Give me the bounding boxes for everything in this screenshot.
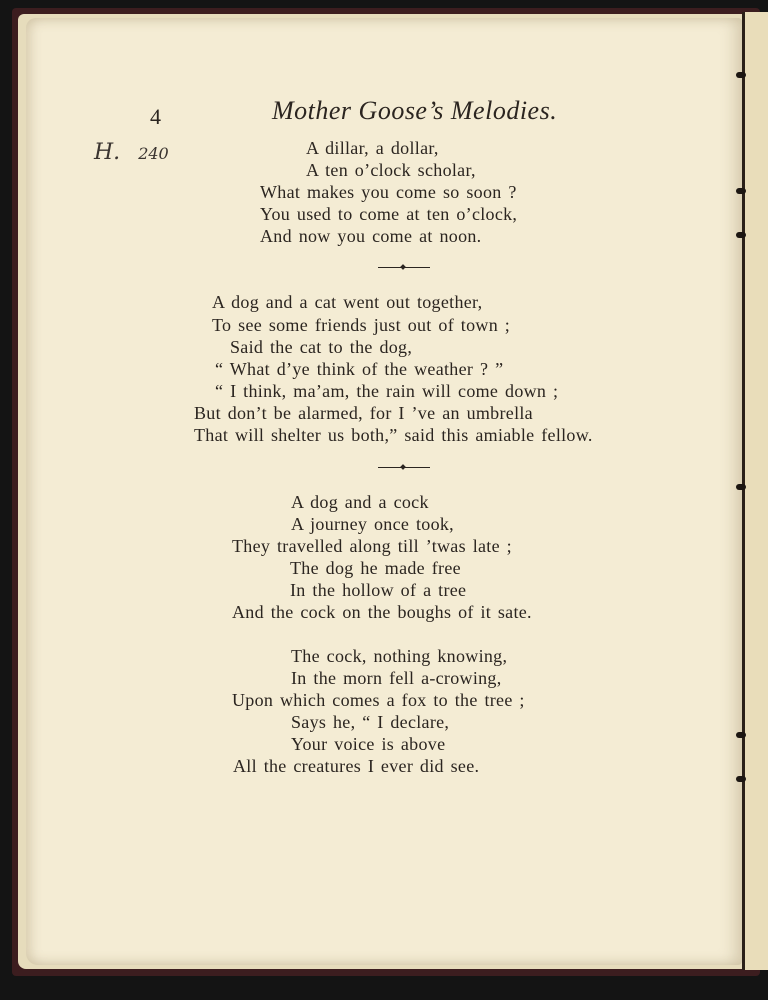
page-tab [736,484,746,490]
manuscript-note-number: 240 [138,144,169,163]
manuscript-note-letter: H. [94,140,121,165]
page-tab [736,72,746,78]
poem-line: You used to come at ten o’clock, [260,204,518,224]
manuscript-note [94,140,169,165]
poem-line: “ I think, ma’am, the rain will come down ; [215,381,559,401]
page-number: 4 [150,104,161,129]
section-divider [378,264,430,272]
page-tab [736,776,746,782]
poem-line: The cock, nothing knowing, [291,646,508,666]
poem-line: All the creatures I ever did see. [233,756,480,776]
poem-line: A journey once took, [291,514,454,534]
poem-line: A dillar, a dollar, [306,138,439,158]
poem-line: What makes you come so soon ? [260,182,517,202]
poem-line: To see some friends just out of town ; [212,315,511,335]
poem-line: Upon which comes a fox to the tree ; [232,690,525,710]
poem-line: That will shelter us both,” said this amiable fellow. [194,425,593,445]
running-head: Mother Goose’s Melodies. [272,96,558,125]
poem-line: A dog and a cock [291,492,429,512]
poem-line: The dog he made free [290,558,461,578]
gutter-line [742,12,745,970]
poem-line: Your voice is above [291,734,446,754]
section-divider [378,464,430,472]
poem-line: Says he, “ I declare, [291,712,450,732]
poem-line: A ten o’clock scholar, [306,160,476,180]
poem-line: And the cock on the boughs of it sate. [232,602,532,622]
page-tab [736,732,746,738]
poem-line: They travelled along till ’twas late ; [232,536,512,556]
poem-line: A dog and a cat went out together, [212,292,483,312]
poem-line: But don’t be alarmed, for I ’ve an umbrella [194,403,533,423]
poem-line: In the morn fell a-crowing, [291,668,502,688]
page-tab [736,188,746,194]
poem-line: Said the cat to the dog, [230,337,413,357]
poem-line: And now you come at noon. [260,226,482,246]
page-tab [736,232,746,238]
facing-page-edge [742,12,768,970]
poem-line: In the hollow of a tree [290,580,467,600]
poem-line: “ What d’ye think of the weather ? ” [215,359,504,379]
